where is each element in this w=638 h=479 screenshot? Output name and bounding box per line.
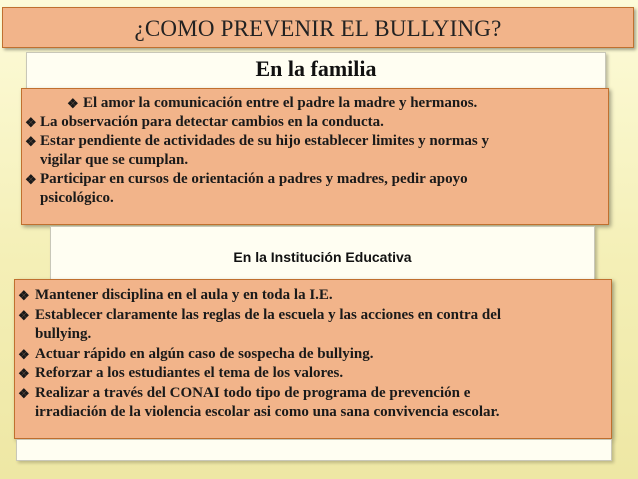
diamond-bullet-icon: ❖ bbox=[25, 172, 37, 187]
diamond-bullet-icon: ❖ bbox=[18, 307, 30, 323]
list-item-text: Reforzar a los estudiantes el tema de los valores. bbox=[35, 365, 344, 381]
list-item-text: Realizar a través del CONAI todo tipo de programa de prevención e bbox=[35, 384, 471, 401]
diamond-bullet-icon: ❖ bbox=[25, 115, 37, 130]
list-item bbox=[15, 286, 611, 306]
family-bullet-list bbox=[21, 88, 609, 225]
list-item bbox=[15, 384, 611, 423]
list-item bbox=[15, 364, 611, 384]
list-item bbox=[22, 170, 608, 208]
school-bullet-list bbox=[14, 279, 612, 439]
list-item bbox=[15, 345, 611, 365]
list-item-text-continued: vigilar que se cumplan. bbox=[40, 152, 189, 168]
diamond-bullet-icon: ❖ bbox=[25, 134, 37, 149]
list-item-text-continued: irradiación de la violencia escolar asi como una sana convivencia escolar. bbox=[35, 404, 500, 420]
list-item-text-continued: bullying. bbox=[35, 326, 92, 342]
bottom-decorative-strip bbox=[16, 439, 612, 461]
list-item-text: El amor la comunicación entre el padre la madre y hermanos. bbox=[83, 95, 478, 111]
list-item-text: Mantener disciplina en el aula y en toda la I.E. bbox=[35, 287, 333, 303]
list-item bbox=[22, 113, 608, 132]
list-item bbox=[22, 132, 608, 170]
list-item-text: Participar en cursos de orientación a padres y madres, pedir apoyo bbox=[40, 171, 468, 187]
diamond-bullet-icon: ❖ bbox=[18, 288, 30, 303]
diamond-bullet-icon: ❖ bbox=[18, 346, 30, 362]
list-item-text: Estar pendiente de actividades de su hijo establecer limites y normas y bbox=[40, 133, 490, 149]
list-item bbox=[22, 94, 608, 113]
list-item-text-continued: psicológico. bbox=[40, 190, 114, 206]
list-item-text: Establecer claramente las reglas de la escuela y las acciones en contra del bbox=[35, 306, 502, 323]
list-item-text: Actuar rápido en algún caso de sospecha de bullying. bbox=[35, 345, 374, 362]
school-section-heading: En la Institución Educativa bbox=[50, 226, 595, 284]
slide-title: ¿COMO PREVENIR EL BULLYING? bbox=[2, 7, 634, 48]
list-item bbox=[15, 306, 611, 345]
list-item-text: La observación para detectar cambios en la conducta. bbox=[40, 114, 384, 130]
family-section-heading: En la familia bbox=[26, 52, 606, 92]
diamond-bullet-icon: ❖ bbox=[18, 385, 30, 401]
diamond-bullet-icon: ❖ bbox=[18, 366, 30, 381]
diamond-bullet-icon: ❖ bbox=[67, 96, 79, 111]
